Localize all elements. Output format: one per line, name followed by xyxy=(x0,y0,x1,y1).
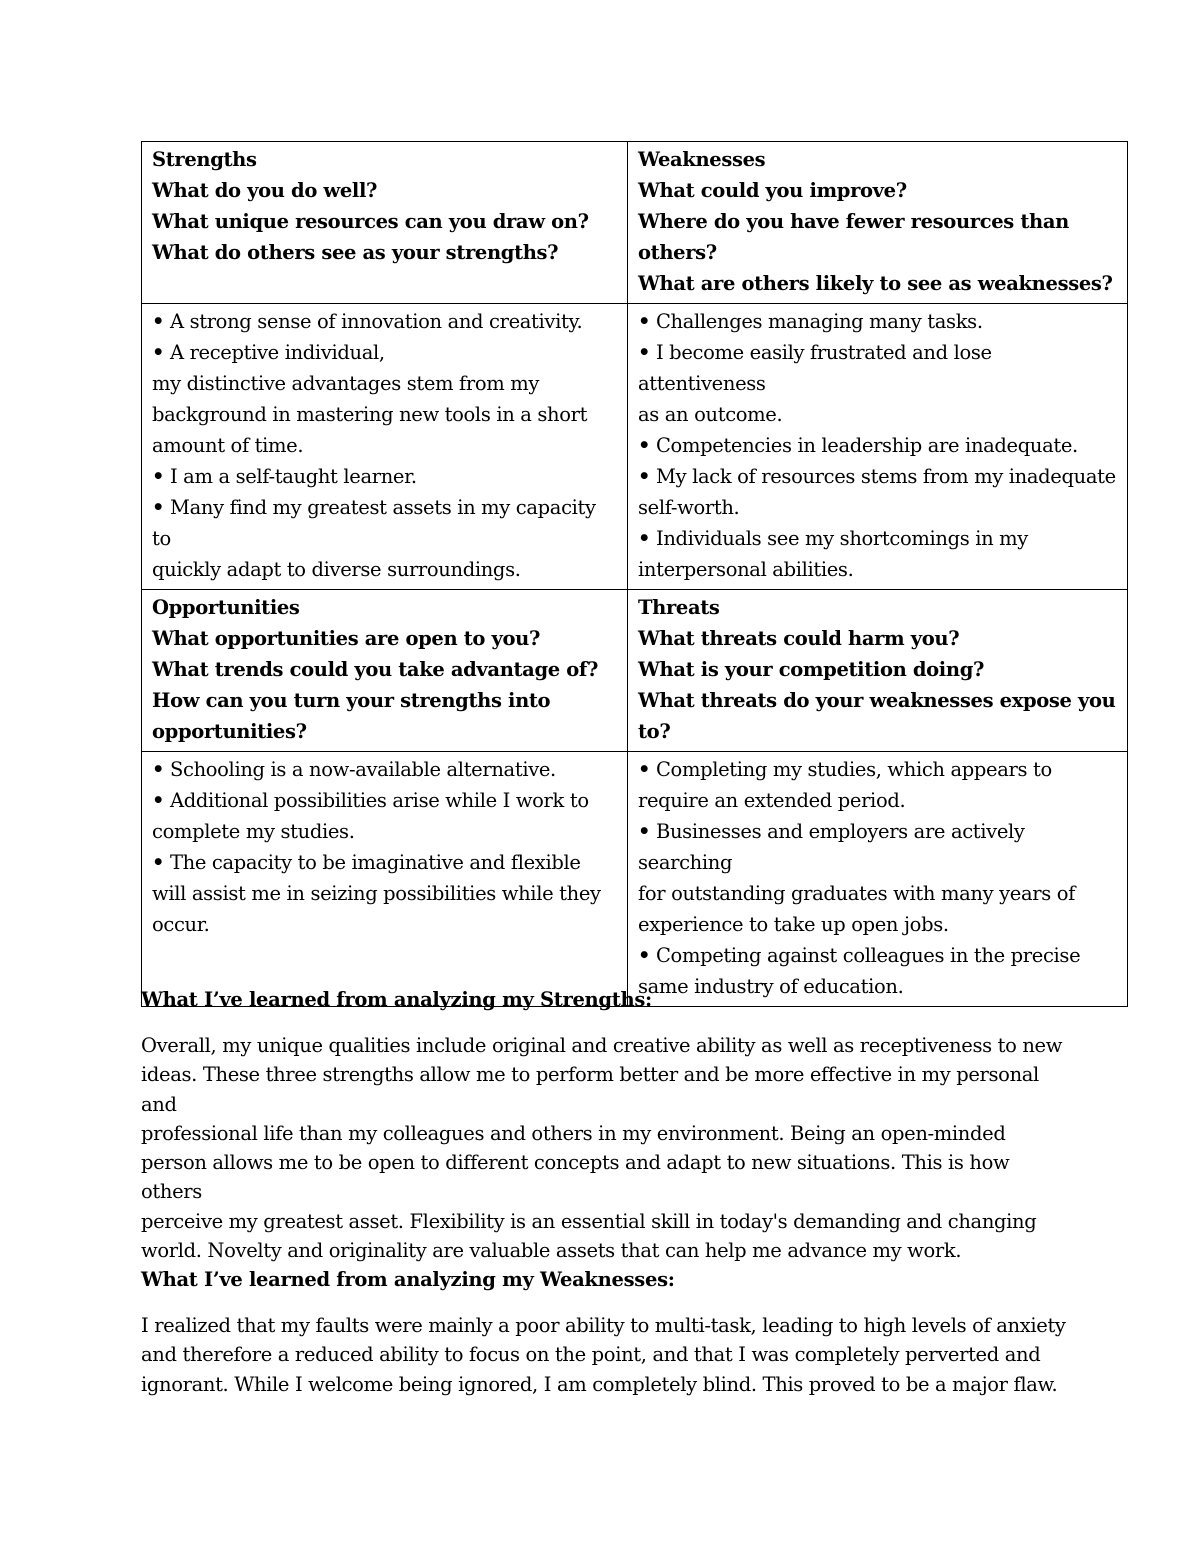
strengths-item-continued: my distinctive advantages stem from my xyxy=(152,372,540,395)
bullet-icon: • xyxy=(152,789,165,812)
weaknesses-reflection-section xyxy=(141,1265,1071,1399)
paragraph-line: world. Novelty and originality are valuable assets that can help me advance my work. xyxy=(141,1239,962,1263)
strengths-item-continued: background in mastering new tools in a short xyxy=(152,403,588,426)
opportunities-question: What opportunities are open to you? xyxy=(152,627,541,650)
strengths-item: • A strong sense of innovation and creativity. xyxy=(152,310,583,333)
opportunities-question: What trends could you take advantage of? xyxy=(152,658,599,681)
paragraph-line: and therefore a reduced ability to focus on the point, and that I was completely perverted and xyxy=(141,1343,1041,1367)
strengths-item-continued: amount of time. xyxy=(152,434,304,457)
strengths-reflection-heading: What I’ve learned from analyzing my Strengths: xyxy=(141,988,652,1011)
threats-item-continued: same industry of education. xyxy=(638,975,904,998)
threats-header-cell xyxy=(628,590,1128,752)
bullet-icon: • xyxy=(638,434,651,457)
weaknesses-item-continued: as an outcome. xyxy=(638,403,783,426)
strengths-title: Strengths xyxy=(152,148,257,171)
weaknesses-question: What could you improve? xyxy=(638,179,907,202)
paragraph-line: professional life than my colleagues and others in my environment. Being an open-minded xyxy=(141,1121,1006,1145)
threats-item-continued: for outstanding graduates with many years of xyxy=(638,882,1075,905)
bullet-icon: • xyxy=(638,341,651,364)
weaknesses-item: • My lack of resources stems from my inadequate xyxy=(638,465,1116,488)
weaknesses-title: Weaknesses xyxy=(638,148,766,171)
threats-question: to? xyxy=(638,720,671,743)
strengths-item-continued: quickly adapt to diverse surroundings. xyxy=(152,558,521,581)
strengths-question: What unique resources can you draw on? xyxy=(152,210,589,233)
opportunities-header-cell xyxy=(142,590,628,752)
weaknesses-header-cell xyxy=(628,142,1128,304)
bullet-icon: • xyxy=(152,758,165,781)
bullet-icon: • xyxy=(152,341,165,364)
opportunities-item: • Additional possibilities arise while I work to xyxy=(152,789,589,812)
opportunities-content-cell xyxy=(142,752,628,1007)
bullet-icon: • xyxy=(152,496,165,519)
weaknesses-content-cell xyxy=(628,304,1128,590)
weaknesses-question: others? xyxy=(638,241,717,264)
strengths-content-cell xyxy=(142,304,628,590)
opportunities-item: • Schooling is a now-available alternative. xyxy=(152,758,556,781)
threats-item-continued: require an extended period. xyxy=(638,789,906,812)
opportunities-item-continued: complete my studies. xyxy=(152,820,355,843)
opportunities-question: How can you turn your strengths into xyxy=(152,689,551,712)
paragraph-line: ignorant. While I welcome being ignored, I am completely blind. This proved to be a major flaw. xyxy=(141,1372,1058,1396)
bullet-icon: • xyxy=(638,465,651,488)
paragraph-line: Overall, my unique qualities include original and creative ability as well as receptiveness to new xyxy=(141,1034,1063,1057)
paragraph-line: I realized that my faults were mainly a poor ability to multi-task, leading to high levels of anxiety xyxy=(141,1314,1066,1337)
paragraph-line: ideas. These three strengths allow me to perform better and be more effective in my personal and xyxy=(141,1063,1039,1116)
threats-title: Threats xyxy=(638,596,720,619)
weaknesses-question: Where do you have fewer resources than xyxy=(638,210,1069,233)
opportunities-title: Opportunities xyxy=(152,596,300,619)
threats-item-continued: experience to take up open jobs. xyxy=(638,913,949,936)
weaknesses-reflection-heading: What I’ve learned from analyzing my Weaknesses: xyxy=(141,1268,675,1291)
paragraph-line: person allows me to be open to different concepts and adapt to new situations. This is how others xyxy=(141,1151,1010,1204)
threats-content-cell xyxy=(628,752,1128,1007)
strengths-reflection-section xyxy=(141,985,1071,1265)
bullet-icon: • xyxy=(638,310,651,333)
strengths-question: What do you do well? xyxy=(152,179,378,202)
strengths-item: • Many find my greatest assets in my capacity to xyxy=(152,496,596,550)
strengths-reflection-paragraph xyxy=(141,1031,1071,1265)
swot-content-row-top xyxy=(142,304,1128,590)
weaknesses-item-continued: self-worth. xyxy=(638,496,740,519)
weaknesses-reflection-paragraph xyxy=(141,1311,1071,1399)
bullet-icon: • xyxy=(638,758,651,781)
threats-item: • Completing my studies, which appears to xyxy=(638,758,1052,781)
threats-item: • Competing against colleagues in the precise xyxy=(638,944,1081,967)
threats-question: What is your competition doing? xyxy=(638,658,985,681)
weaknesses-item: • Challenges managing many tasks. xyxy=(638,310,983,333)
strengths-item: • A receptive individual, xyxy=(152,341,385,364)
paragraph-line: perceive my greatest asset. Flexibility is an essential skill in today's demanding and changing xyxy=(141,1209,1037,1233)
weaknesses-item-continued: interpersonal abilities. xyxy=(638,558,854,581)
weaknesses-item: • Competencies in leadership are inadequate. xyxy=(638,434,1078,457)
swot-table xyxy=(141,141,1128,1007)
threats-item: • Businesses and employers are actively searching xyxy=(638,820,1025,874)
bullet-icon: • xyxy=(152,851,165,874)
bullet-icon: • xyxy=(152,465,165,488)
swot-header-row-bottom xyxy=(142,590,1128,752)
bullet-icon: • xyxy=(638,944,651,967)
swot-content-row-bottom xyxy=(142,752,1128,1007)
bullet-icon: • xyxy=(152,310,165,333)
opportunities-item: • The capacity to be imaginative and flexible xyxy=(152,851,581,874)
threats-question: What threats could harm you? xyxy=(638,627,960,650)
bullet-icon: • xyxy=(638,527,651,550)
weaknesses-question: What are others likely to see as weaknesses? xyxy=(638,272,1113,295)
swot-header-row-top xyxy=(142,142,1128,304)
opportunities-question: opportunities? xyxy=(152,720,307,743)
opportunities-item-continued: occur. xyxy=(152,913,210,936)
threats-question: What threats do your weaknesses expose you xyxy=(638,689,1116,712)
strengths-question: What do others see as your strengths? xyxy=(152,241,559,264)
weaknesses-item: • Individuals see my shortcomings in my xyxy=(638,527,1028,550)
strengths-item: • I am a self-taught learner. xyxy=(152,465,417,488)
weaknesses-item: • I become easily frustrated and lose attentiveness xyxy=(638,341,992,395)
strengths-header-cell xyxy=(142,142,628,304)
opportunities-item-continued: will assist me in seizing possibilities while they xyxy=(152,882,601,905)
bullet-icon: • xyxy=(638,820,651,843)
